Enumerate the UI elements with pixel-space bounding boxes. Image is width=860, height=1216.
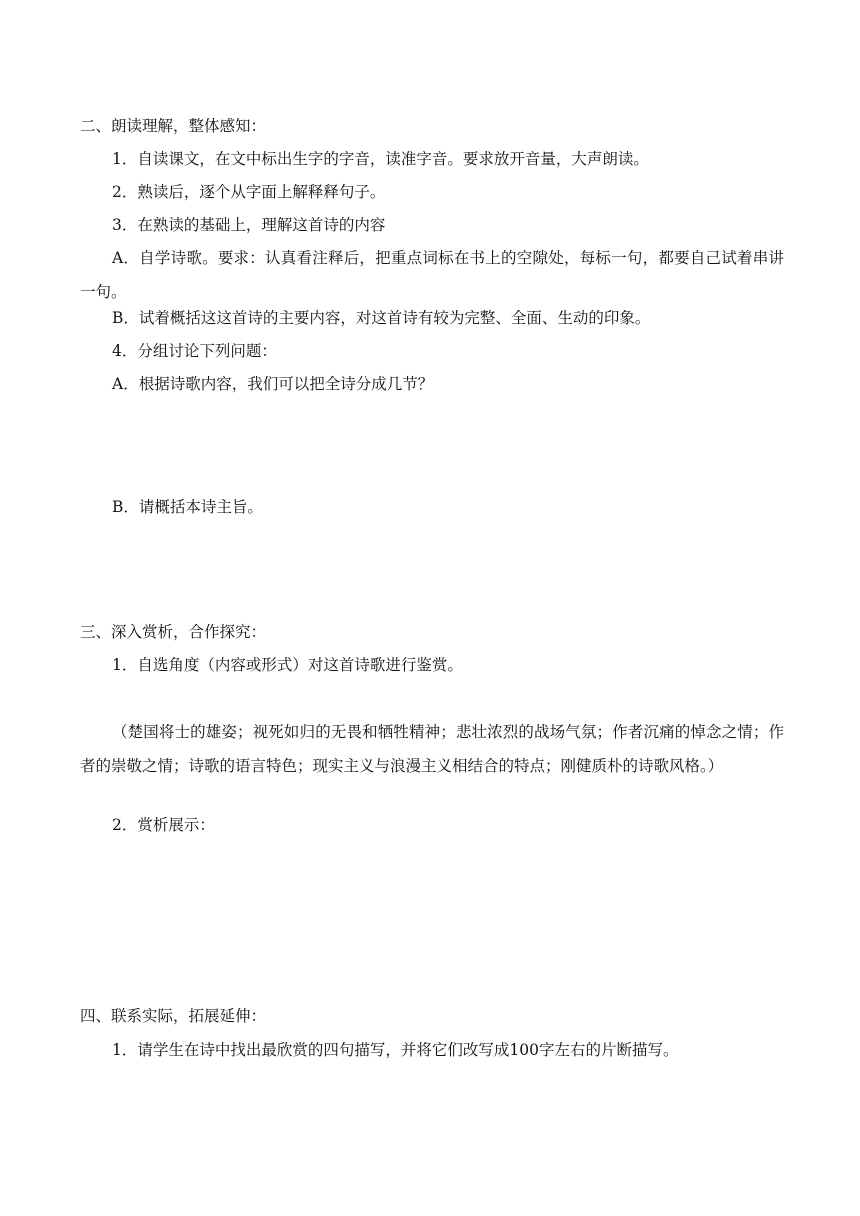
section-2-item-3: 3．在熟读的基础上，理解这首诗的内容 <box>112 216 386 234</box>
section-3-hint: （楚国将士的雄姿；视死如归的无畏和牺牲精神；悲壮浓烈的战场气氛；作者沉痛的悼念之情；作者的崇敬之情；诗歌的语言特色；现实主义与浪漫主义相结合的特点；刚健质朴的诗歌风格。） <box>80 723 784 775</box>
section-2-item-4-b: B．请概括本诗主旨。 <box>112 498 263 516</box>
section-2-item-4-a: A．根据诗歌内容，我们可以把全诗分成几节？ <box>112 375 434 393</box>
section-2-item-2: 2．熟读后，逐个从字面上解释释句子。 <box>112 183 386 201</box>
section-2-item-3-a: A．自学诗歌。要求：认真看注释后，把重点词标在书上的空隙处，每标一句，都要自己试着串讲一句。 <box>80 249 784 301</box>
section-2-heading: 二、朗读理解，整体感知： <box>80 117 267 135</box>
section-2-item-1: 1．自读课文，在文中标出生字的字音，读准字音。要求放开音量，大声朗读。 <box>112 150 649 168</box>
section-4-heading: 四、联系实际，拓展延伸： <box>80 1007 267 1025</box>
section-2-item-3-b: B．试着概括这这首诗的主要内容，对这首诗有较为完整、全面、生动的印象。 <box>112 309 651 327</box>
section-3-heading: 三、深入赏析，合作探究： <box>80 623 267 641</box>
section-3-item-2: 2．赏析展示： <box>112 816 215 834</box>
section-2-item-4: 4．分组讨论下列问题： <box>112 342 277 360</box>
section-4-item-1: 1．请学生在诗中找出最欣赏的四句描写，并将它们改写成100字左右的片断描写。 <box>112 1041 679 1059</box>
section-3-item-1: 1．自选角度（内容或形式）对这首诗歌进行鉴赏。 <box>112 656 463 674</box>
